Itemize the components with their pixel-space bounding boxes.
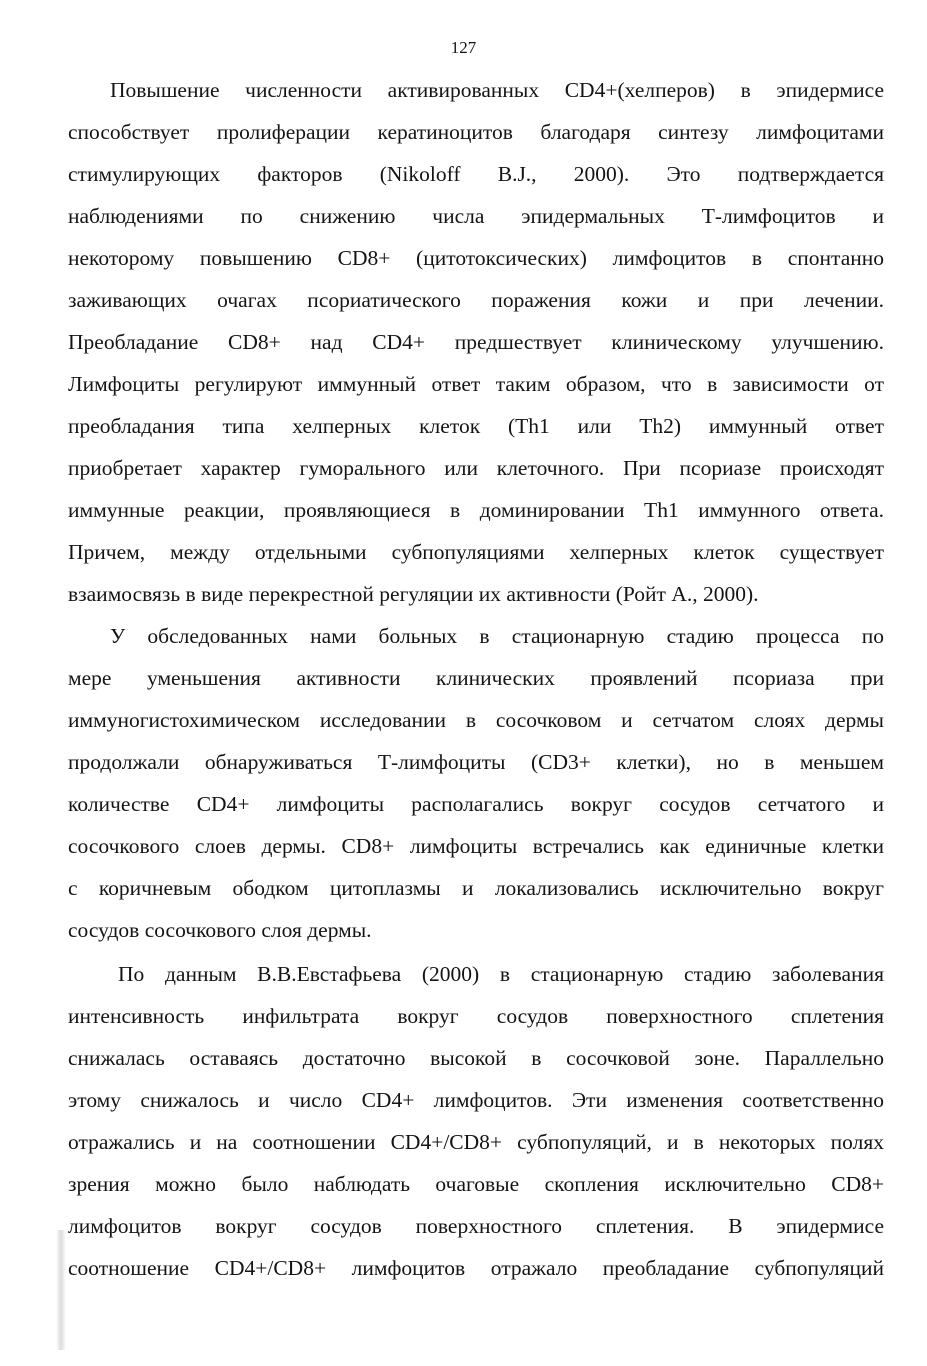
text-line: преобладания типа хелперных клеток (Th1 или Th2) иммунный ответ (68, 414, 884, 438)
scan-edge-shadow (56, 1230, 66, 1350)
text-line: зрения можно было наблюдать очаговые скопления исключительно CD8+ (68, 1172, 884, 1196)
text-line: интенсивность инфильтрата вокруг сосудов поверхностного сплетения (68, 1004, 884, 1028)
text-line: По данным В.В.Евстафьева (2000) в стационарную стадию заболевания (118, 962, 884, 986)
text-line: У обследованных нами больных в стационарную стадию процесса по (110, 624, 884, 648)
text-line: иммунные реакции, проявляющиеся в доминировании Th1 иммунного ответа. (68, 498, 884, 522)
text-line: соотношение CD4+/CD8+ лимфоцитов отражало преобладание субпопуляций (68, 1256, 884, 1280)
text-line: некоторому повышению CD8+ (цитотоксических) лимфоцитов в спонтанно (68, 246, 884, 270)
text-line: Повышение численности активированных CD4+(хелперов) в эпидермисе (110, 78, 884, 102)
text-line: взаимосвязь в виде перекрестной регуляции их активности (Ройт А., 2000). (68, 582, 759, 606)
text-line: мере уменьшения активности клинических проявлений псориаза при (68, 666, 884, 690)
text-line: снижалась оставаясь достаточно высокой в сосочковой зоне. Параллельно (68, 1046, 884, 1070)
page-number: 127 (450, 38, 477, 57)
text-line: отражались и на соотношении CD4+/CD8+ субпопуляций, и в некоторых полях (68, 1130, 884, 1154)
text-line: иммуногистохимическом исследовании в сосочковом и сетчатом слоях дермы (68, 708, 884, 732)
text-line: с коричневым ободком цитоплазмы и локализовались исключительно вокруг (68, 876, 884, 900)
text-line: наблюдениями по снижению числа эпидермальных Т-лимфоцитов и (68, 204, 884, 228)
text-line: лимфоцитов вокруг сосудов поверхностного сплетения. В эпидермисе (68, 1214, 884, 1238)
text-line: приобретает характер гуморального или клеточного. При псориазе происходят (68, 456, 884, 480)
text-line: количестве CD4+ лимфоциты располагались вокруг сосудов сетчатого и (68, 792, 884, 816)
text-line: стимулирующих факторов (Nikoloff B.J., 2000). Это подтверждается (68, 162, 884, 186)
text-line: продолжали обнаруживаться Т-лимфоциты (CD3+ клетки), но в меньшем (68, 750, 884, 774)
text-line: сосудов сосочкового слоя дермы. (68, 918, 372, 942)
text-line: заживающих очагах псориатического поражения кожи и при лечении. (68, 288, 884, 312)
text-line: сосочкового слоев дермы. CD8+ лимфоциты встречались как единичные клетки (68, 834, 884, 858)
text-line: Причем, между отдельными субпопуляциями хелперных клеток существует (68, 540, 884, 564)
text-line: Преобладание CD8+ над CD4+ предшествует клиническому улучшению. (68, 330, 884, 354)
text-line: способствует пролиферации кератиноцитов благодаря синтезу лимфоцитами (68, 120, 884, 144)
text-line: этому снижалось и число CD4+ лимфоцитов. Эти изменения соответственно (68, 1088, 884, 1112)
text-line: Лимфоциты регулируют иммунный ответ таким образом, что в зависимости от (68, 372, 884, 396)
